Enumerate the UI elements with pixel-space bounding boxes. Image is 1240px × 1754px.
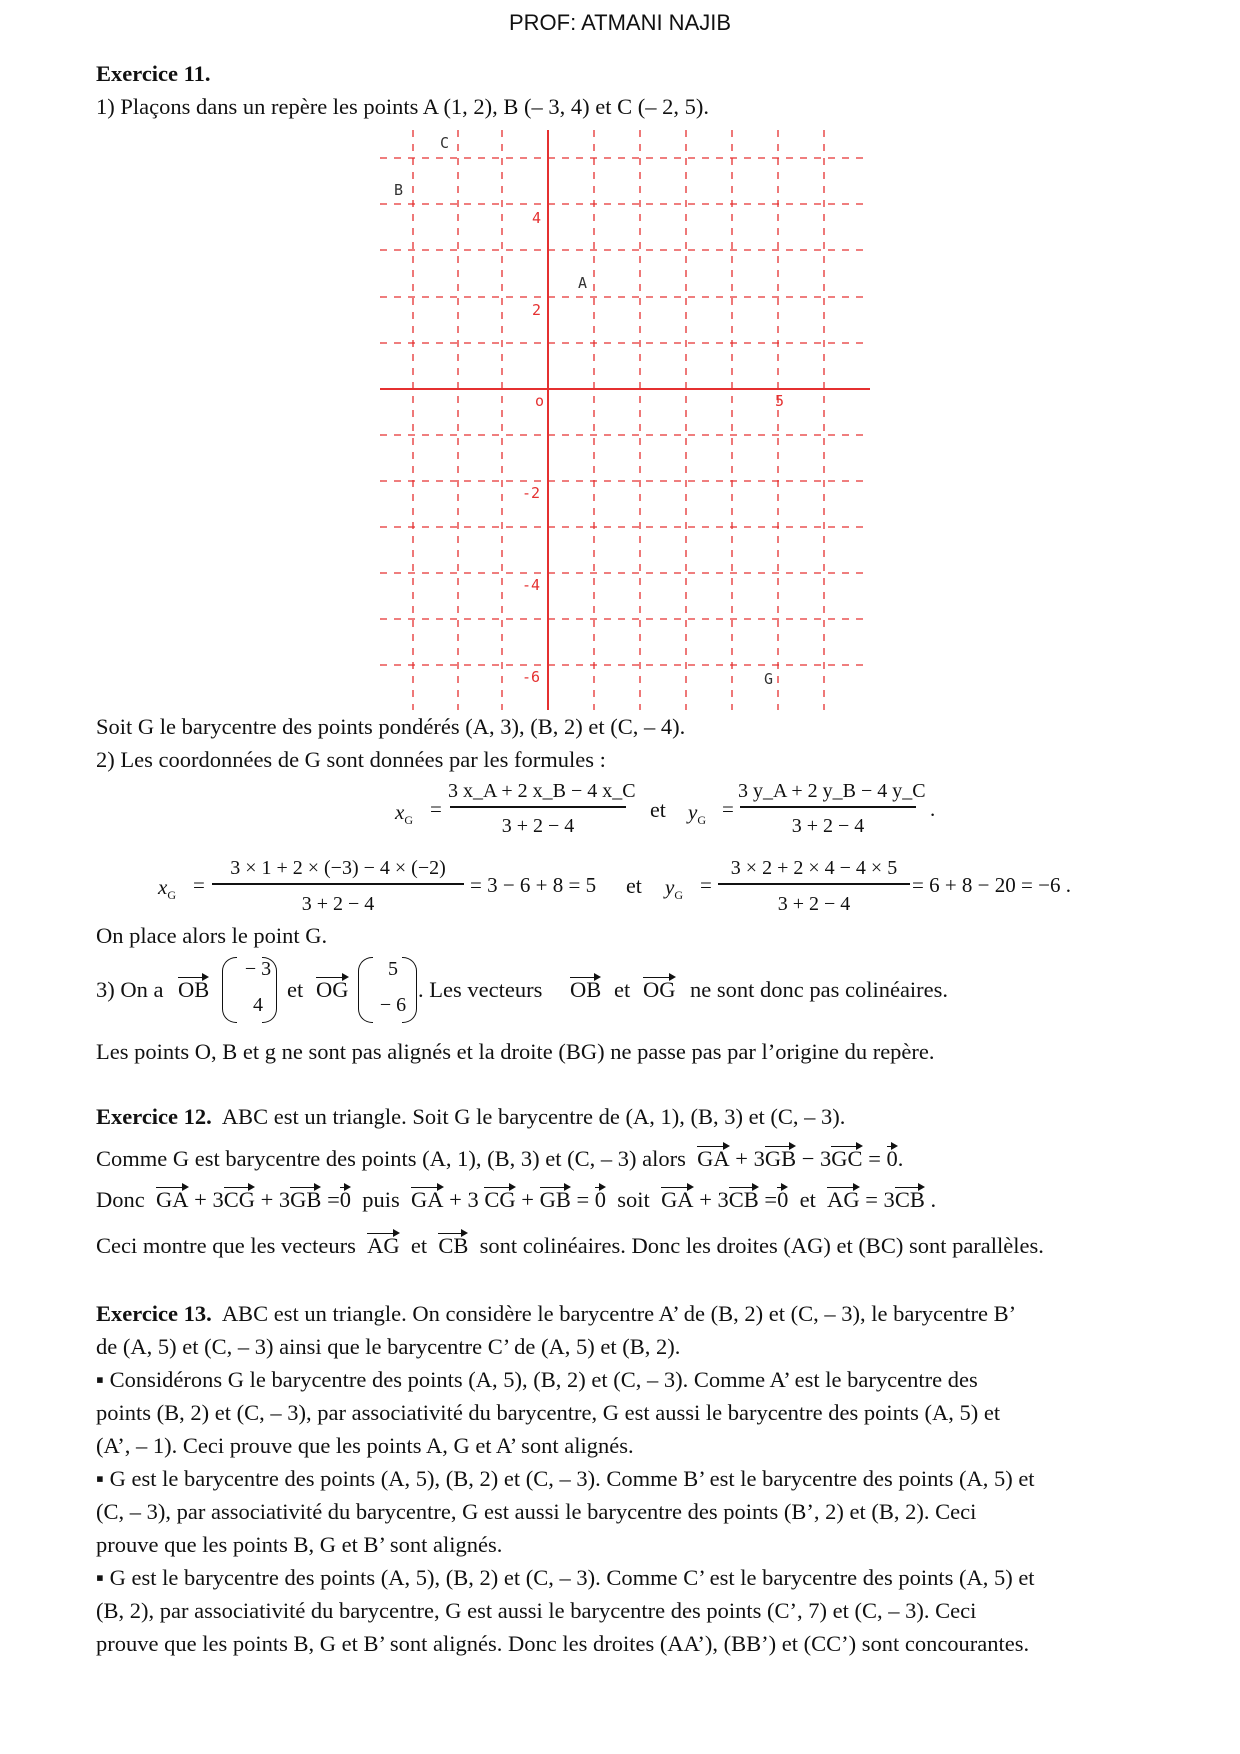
point-c-label: C: [440, 134, 450, 152]
yg-symbol: $y_G$: [665, 875, 683, 903]
yg-den-values: 3 + 2 − 4: [777, 893, 851, 915]
ex11-line5-mid: . Les vecteurs: [418, 977, 543, 1002]
ex13-line2: de (A, 5) et (C, – 3) ainsi que le barycentre C’ de (A, 5) et (B, 2).: [96, 1334, 681, 1359]
xg-den-values: 3 + 2 − 4: [301, 893, 375, 915]
ex13-line3: ▪ Considérons G le barycentre des points (A, 5), (B, 2) et (C, – 3). Comme A’ est le barycentre des: [96, 1367, 978, 1392]
point-b-label: B: [394, 181, 404, 199]
vector-ob: OB: [178, 977, 210, 1002]
ex11-line4: On place alors le point G.: [96, 923, 328, 948]
og-x: 5: [388, 958, 398, 980]
vector-og: OG: [316, 977, 349, 1002]
xg-denominator: 3 + 2 − 4: [501, 815, 575, 837]
xg-result: = 3 − 6 + 8 = 5: [470, 873, 597, 897]
right-paren: [262, 957, 277, 1023]
xg-numerator: 3 x_A + 2 x_B − 4 x_C: [448, 780, 636, 802]
tick-ym6: -6: [522, 668, 541, 686]
page-header: PROF: ATMANI NAJIB: [508, 10, 732, 35]
tick-x5: 5: [775, 392, 785, 410]
yg-result: = 6 + 8 − 20 = −6 .: [912, 873, 1071, 897]
point-a-label: A: [578, 274, 588, 292]
left-paren: [222, 957, 237, 1023]
ex11-title: Exercice 11.: [96, 61, 211, 86]
vector-ob: OB: [570, 977, 602, 1002]
yg-denominator: 3 + 2 − 4: [791, 815, 865, 837]
ex13-line11: prouve que les points B, G et B’ sont alignés. Donc les droites (AA’), (BB’) et (CC’) sont concourantes.: [96, 1631, 1030, 1656]
ex11-line5-end: ne sont donc pas colinéaires.: [690, 977, 949, 1002]
ex11-line2: Soit G le barycentre des points pondérés (A, 3), (B, 2) et (C, – 4).: [96, 714, 686, 739]
xg-symbol: $x_G$: [395, 800, 413, 828]
ex13-line8: prouve que les points B, G et B’ sont alignés.: [96, 1532, 503, 1557]
et-word: et: [650, 797, 666, 822]
fraction-bar: [450, 806, 626, 808]
eq-sign: =: [193, 873, 205, 897]
ex13-line10: (B, 2), par associativité du barycentre, G est aussi le barycentre des points (C’, 7) et (C, – 3). Ceci: [96, 1598, 977, 1623]
ex12-line4: Ceci montre que les vecteurs AG et CB sont colinéaires. Donc les droites (AG) et (BC) sont parallèles.: [96, 1233, 1044, 1258]
ex11-line6: Les points O, B et g ne sont pas alignés et la droite (BG) ne passe pas par l’origine du repère.: [96, 1039, 935, 1064]
tick-y4: 4: [532, 209, 542, 227]
ob-y: 4: [253, 994, 263, 1016]
yg-num-values: 3 × 2 + 2 × 4 − 4 × 5: [730, 857, 898, 879]
ex13-line7: (C, – 3), par associativité du barycentre, G est aussi le barycentre des points (B’, 2) et (B, 2). Ceci: [96, 1499, 977, 1524]
tick-ym2: -2: [522, 484, 541, 502]
yg-symbol: $y_G$: [688, 800, 706, 828]
xg-symbol: $x_G$: [158, 875, 176, 903]
ex12-line2: Comme G est barycentre des points (A, 1), (B, 3) et (C, – 3) alors GA + 3GB − 3GC = 0.: [96, 1146, 904, 1171]
ex11-line5-start: 3) On a: [96, 977, 164, 1002]
period: .: [930, 797, 936, 821]
right-paren: [402, 957, 417, 1023]
point-g-label: G: [764, 670, 774, 688]
ex11-line3: 2) Les coordonnées de G sont données par les formules :: [96, 747, 606, 772]
xg-num-values: 3 × 1 + 2 × (−3) − 4 × (−2): [230, 857, 446, 879]
et-word: et: [626, 873, 642, 898]
et-word: et: [287, 977, 304, 1002]
ob-x: − 3: [244, 958, 272, 980]
fraction-bar: [212, 883, 464, 885]
eq-sign: =: [722, 797, 734, 821]
et-word: et: [614, 977, 631, 1002]
ex13-line5: (A’, – 1). Ceci prouve que les points A, G et A’ sont alignés.: [96, 1433, 634, 1458]
fraction-bar: [718, 883, 910, 885]
eq-sign: =: [430, 797, 442, 821]
tick-ym4: -4: [522, 576, 541, 594]
ex12-line3: Donc GA + 3CG + 3GB =0 puis GA + 3 CG + GB = 0 soit GA + 3CB =0 et AG = 3CB .: [96, 1187, 937, 1212]
ex13-line9: ▪ G est le barycentre des points (A, 5), (B, 2) et (C, – 3). Comme C’ est le barycentre des points (A, 5) et: [96, 1565, 1035, 1590]
ex13-line4: points (B, 2) et (C, – 3), par associativité du barycentre, G est aussi le barycentre des points (A, 5) et: [96, 1400, 1001, 1425]
yg-numerator: 3 y_A + 2 y_B − 4 y_C: [738, 780, 926, 802]
ex13-line6: ▪ G est le barycentre des points (A, 5), (B, 2) et (C, – 3). Comme B’ est le barycentre des points (A, 5) et: [96, 1466, 1035, 1491]
og-y: − 6: [379, 994, 407, 1016]
ex12-line1: Exercice 12. ABC est un triangle. Soit G le barycentre de (A, 1), (B, 3) et (C, – 3).: [96, 1104, 846, 1129]
ex13-line1: Exercice 13. ABC est un triangle. On considère le barycentre A’ de (B, 2) et (C, – 3), le barycentre B’: [96, 1301, 1017, 1326]
tick-origin: o: [535, 392, 545, 410]
fraction-bar: [740, 806, 916, 808]
ex11-line1: 1) Plaçons dans un repère les points A (1, 2), B (– 3, 4) et C (– 2, 5).: [96, 94, 710, 119]
tick-y2: 2: [532, 301, 542, 319]
vector-og: OG: [643, 977, 676, 1002]
eq-sign: =: [700, 873, 712, 897]
coordinate-grid: [370, 120, 870, 710]
